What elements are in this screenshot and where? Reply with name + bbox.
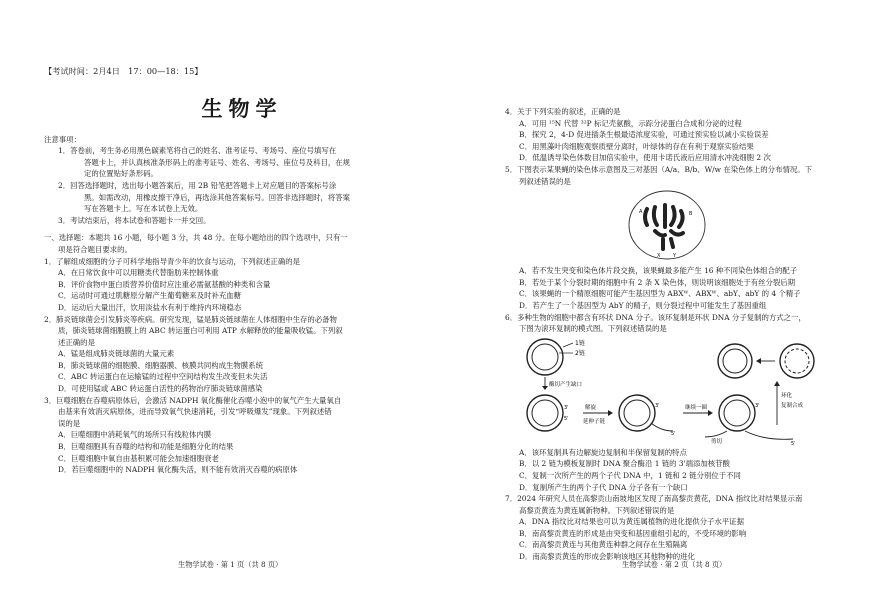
chromosome-figure [505,187,837,265]
svg-text:5': 5' [564,415,569,422]
option-b: B．肺炎链球菌的细胞膜、细胞器膜、核膜共同构成生物膜系统 [58,360,263,370]
chromosomes [645,205,683,249]
option-a: A．在日常饮食中可以用糖类代替脂肪来控制体重 [58,268,219,278]
note-line: 2．回答选择题时，选出每小题答案后，用 2B 铅笔把答题卡上对应题目的答案标号涂 [58,180,337,190]
cut-label: 剪切 [711,438,723,445]
footer-page1: 生物学试卷 · 第 1 页（共 8 页） [178,560,283,569]
section-heading: 一、选择题：本题共 16 小题，每小题 3 分，共 48 分。在每小题给出的四个选项中，只有一 [44,233,348,243]
rolling-circle-figure [505,335,837,447]
nick-label: 酶切产生缺口 [549,381,583,388]
question-stem: 2．肺炎链球菌会引发肺炎等疾病。研究发现，锰是肺炎链球菌在人体细胞中生存的必备物 [44,314,337,324]
subject-title: 生物学 [201,95,283,121]
question-stem: 4．关于下列实验的叙述，正确的是 [505,107,621,116]
option-d: D．南高黎贡黄连的形成会影响该地区其他物种的进化 [519,552,695,562]
question-stem: 高黎贡黄连为黄连属新物种。下列叙述错误的是 [519,505,675,515]
option-a: A．该环复制具有边解旋边复制和半保留复制的特点 [519,447,687,457]
question-stem: 述正确的是 [58,337,95,347]
question-stem: 7．2024 年研究人员在高黎贡山南坡地区发现了南高黎贡黄花，DNA 指纹比对结果显示南 [505,494,803,504]
option-b: B．巨噬细胞具有吞噬的结构和功能是细胞分化的结果 [58,442,234,452]
option-d: D．运动后大量出汗，饮用淡盐水有利于维持内环境稳态 [58,302,242,312]
strand1-label: 1链 [575,339,585,347]
note-line: 黑。如需改动，用橡皮擦干净后，再选涂其他答案标号。回答非选择题时，将答案 [84,192,351,202]
note-line: 定的位置贴好条形码。 [84,169,158,179]
option-d: D．复制所产生的两个子代 DNA 分子各有一个缺口 [519,482,688,492]
svg-text:5': 5' [791,440,796,447]
rolling-circle-diagram [505,335,837,447]
option-b: B．南高黎贡黄连的形成是由突变和基因重组引起的，不受环境的影响 [519,528,747,538]
question-stem: 列叙述错误的是 [519,176,571,186]
footer-page2: 生物学试卷 · 第 2 页（共 8 页） [622,560,727,569]
svg-text:3': 3' [755,402,760,409]
option-a: A．锰是组成肺炎链球菌的大量元素 [58,349,175,359]
chromosome-label: X [657,253,661,260]
right-column [505,106,837,563]
question-stem: 5．下图表示某果蝇的染色体示意图及三对基因（A/a、B/b、W/w 在染色体上的分布情况。下 [505,164,813,174]
note-line: 答题卡上，并认真核准条形码上的准考证号、姓名、考场号、座位号及科目，在规 [84,157,351,167]
option-d: D．低温诱导染色体数目加倍实验中，使用卡诺氏液后应用清水冲洗细胞 2 次 [519,153,771,163]
notes-heading: 注意事项： [44,134,81,144]
question-stem: 3．巨噬细胞在吞噬病原体后，会激活 NADPH 氧化酶催化吞噬小泡中的氧气产生大量氧自 [44,395,342,405]
question-stem: 误的是 [58,418,81,428]
question-stem: 下图为滚环复制的模式图。下列叙述错误的是 [519,324,667,334]
option-c: C．运动时可通过肌糖原分解产生葡萄糖来及时补充血糖 [58,291,242,301]
unwind-label: 解旋 [585,404,597,411]
note-line: 1．答卷前，考生务必用黑色碳素笔将自己的姓名、准考证号、考场号、座位号填写在 [58,146,337,156]
exam-time: 【考试时间：2月4日 17：00—18：15】 [44,66,203,76]
chromosome-label: Y [673,253,677,260]
option-c: C．用黑藻叶肉细胞观察质壁分离时，叶绿体的存在有利于观察实验结果 [519,141,754,151]
chromosome-diagram [505,187,837,265]
section-heading-cont: 项是符合题目要求的。 [58,244,132,254]
extend-more-label: 继续一圈 [685,404,708,411]
option-d: D．若产生了一个基因型为 AbY 的精子，则分裂过程中可能发生了基因重组 [519,300,767,310]
gene-label: B [689,211,693,218]
option-d: D．若巨噬细胞中的 NADPH 氧化酶失活，则不能有效消灭吞噬的病原体 [58,465,298,475]
question-stem: 1．了解组成细胞的分子可科学地指导青少年的饮食与运动，下列叙述正确的是 [44,256,300,266]
svg-text:3': 3' [564,404,569,411]
replicate-label: 复制合成 [781,402,804,409]
option-b: B．评价食物中蛋白质营养价值时应注重必需氨基酸的种类和含量 [58,279,271,289]
note-line: 3．考试结束后，将本试卷和答题卡一并交回。 [58,215,211,225]
extend-label: 延伸子链 [583,418,606,425]
gene-label: A [639,209,643,216]
question-stem: 由基来有效消灭病原体，进而导致氧气快速消耗，引发“呼吸爆发”现象。下列叙述错 [58,407,332,417]
option-a: A．若不发生突变和染色体片段交换，该果蝇最多能产生 16 种不同染色体组合的配子 [519,266,798,276]
option-c: C．ABC 转运蛋白在运输锰的过程中空间结构发生改变但未失活 [58,372,268,382]
svg-text:5': 5' [671,430,676,437]
option-c: C．复制一次所产生的两个子代 DNA 中，1 链和 2 链分别位于不同 [519,470,741,480]
question-stem: 质，肺炎链球菌细胞膜上的 ABC 转运蛋白可利用 ATP 水解释放的能量吸收锰。下列叙 [58,326,343,336]
option-b: B．若处于某个分裂时期的细胞中有 2 条 X 染色体，则说明该细胞处于有丝分裂后期 [519,277,796,287]
option-a: A．DNA 指纹比对结果也可以为黄连属植物的进化提供分子水平证据 [519,517,744,527]
question-stem: 6．多种生物的细胞中都含有环状 DNA 分子。该环复制是环状 DNA 分子复制的方式之一， [505,312,806,322]
option-b: B．探究 2，4-D 促进插条生根最适浓度实验，可通过预实验以减小实验误差 [519,130,769,140]
option-a: A．可用 ¹⁵N 代替 ³²P 标记壳氨酸，示踪分泌蛋白合成和分泌的过程 [519,118,742,128]
option-c: C．巨噬细胞中氧自由基积累可能会加速细胞衰老 [58,453,219,463]
left-column [44,66,440,476]
option-b: B．以 2 链为模板复制时 DNA 聚合酶沿 1 链的 3'端添加核苷酸 [519,459,730,469]
svg-text:3': 3' [655,402,660,409]
option-a: A．巨噬细胞中消耗氧气的场所只有线粒体内膜 [58,430,212,440]
option-d: D．可使用锰或 ABC 转运蛋白活性的药物治疗肺炎链球菌感染 [58,384,263,394]
option-c: C．该果蝇的一个精原细胞可能产生基因型为 ABXᵂ、ABXᵂ、abY、abY 的 4 个精子 [519,289,801,299]
dna-circle-inner [532,344,558,370]
recircle-label: 环化 [781,392,793,399]
option-c: C．南高黎贡黄连与其他黄连种群之间存在生殖隔离 [519,540,688,550]
note-line: 写在答题卡上。写在本试卷上无效。 [84,204,203,214]
strand2-label: 2链 [575,349,585,357]
